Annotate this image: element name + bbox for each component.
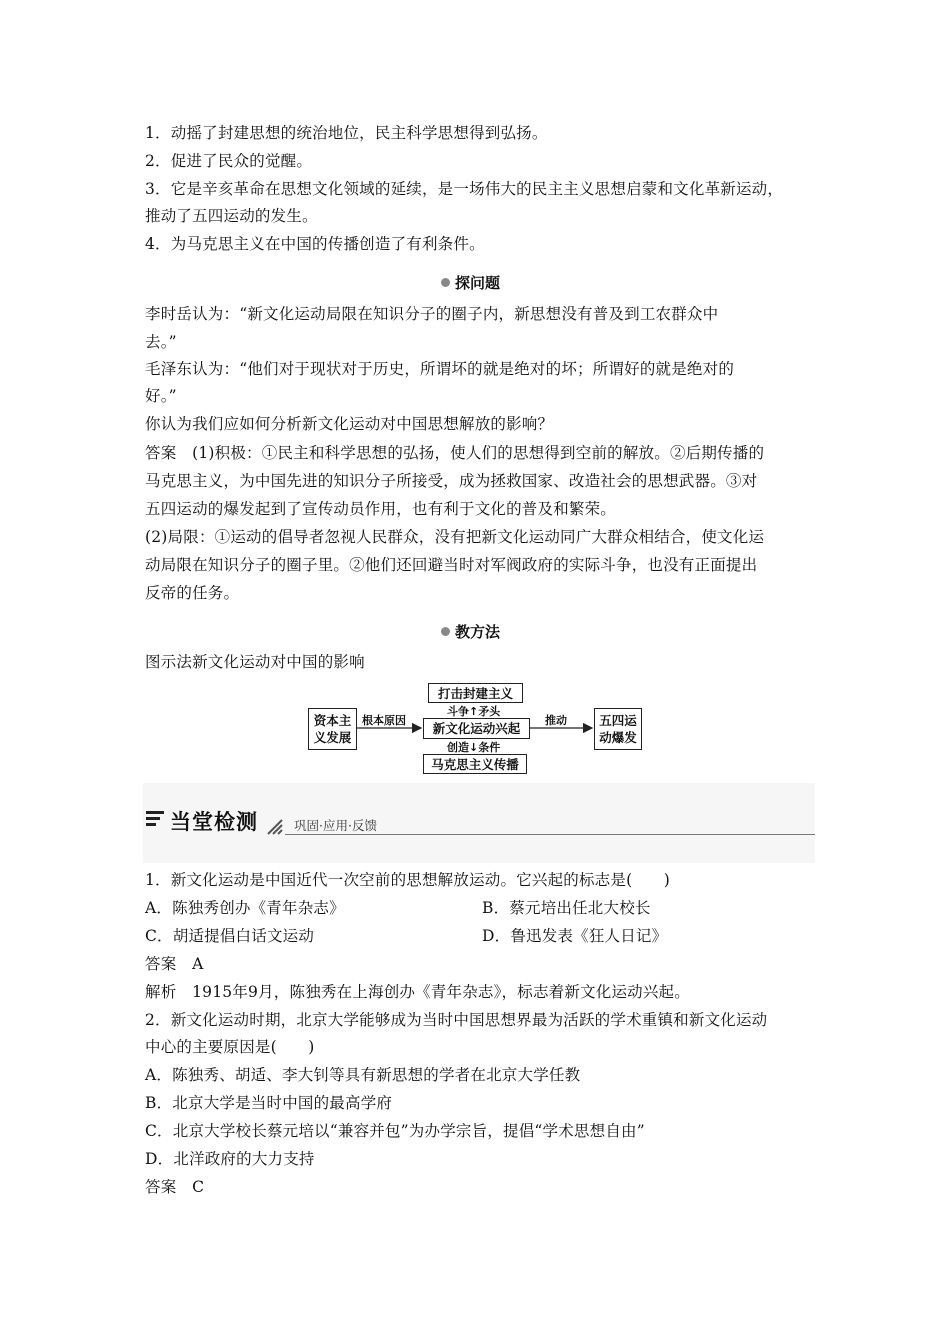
option-b: B．北京大学是当时中国的最高学府 [145,1094,393,1112]
paragraph-line: 毛泽东认为：“他们对于现状对于历史，所谓坏的就是绝对的坏；所谓好的就是绝对的 [145,360,735,378]
option-d: D．鲁迅发表《狂人日记》 [482,927,668,945]
answer-line: 答案 C [145,1178,205,1196]
list-item: 1．动摇了封建思想的统治地位，民主科学思想得到弘扬。 [145,124,548,142]
answer-line: 答案 A [145,955,204,973]
list-item: 2．促进了民众的觉醒。 [145,152,313,170]
diagram-box-marxism-spread: 马克思主义传播 [423,754,527,774]
diagram-box-new-culture-movement: 新文化运动兴起 [423,718,530,739]
answer-line: 动局限在知识分子的圈子里。②他们还回避当时对军阀政府的实际斗争，也没有正面提出 [145,556,758,574]
paragraph-line: 好。” [145,387,177,405]
diagram-label-create: 创造↓条件 [447,741,501,754]
option-c: C．北京大学校长蔡元培以“兼容并包”为办学宗旨，提倡“学术思想自由” [145,1122,645,1140]
option-a: A．陈独秀创办《青年杂志》 [145,899,345,917]
banner-title: 当堂检测 [170,810,258,834]
answer-line: 马克思主义，为中国先进的知识分子所接受，成为拯救国家、改造社会的思想武器。③对 [145,472,758,490]
banner-subtitle: 巩固·应用·反馈 [294,818,377,833]
diagram-label-push: 推动 [545,714,567,727]
box-label: 五四运 动爆发 [599,713,637,745]
paragraph-line: 去。” [145,333,177,351]
list-item: 3．它是辛亥革命在思想文化领域的延续，是一场伟大的民主主义思想启蒙和文化革新运动， [145,180,784,198]
box-label: 资本主 义发展 [313,713,352,745]
option-d: D．北洋政府的大力支持 [145,1150,315,1168]
diagram-box-attack-feudalism: 打击封建主义 [428,683,523,703]
list-item: 4．为马克思主义在中国的传播创造了有利条件。 [145,235,485,253]
option-b: B．蔡元培出任北大校长 [482,899,651,917]
corner-stripes-icon [266,818,286,836]
paragraph-line: 李时岳认为：“新文化运动局限在知识分子的圈子内，新思想没有普及到工农群众中 [145,305,719,323]
question-stem: 2．新文化运动时期，北京大学能够成为当时中国思想界最为活跃的学术重镇和新文化运动 [145,1011,768,1029]
answer-line: 答案 (1)积极：①民主和科学思想的弘扬，使人们的思想得到空前的解放。②后期传播的 [145,444,765,462]
paragraph-line: 你认为我们应如何分析新文化运动对中国思想解放的影响？ [145,415,554,433]
answer-line: 五四运动的爆发起到了宣传动员作用，也有利于文化的普及和繁荣。 [145,500,617,518]
option-c: C．胡适提倡白话文运动 [145,927,315,945]
section-heading-text: 探问题 [455,274,501,292]
option-a: A．陈独秀、胡适、李大钊等具有新思想的学者在北京大学任教 [145,1066,581,1084]
stripes-icon [144,809,168,831]
section-heading-text: 教方法 [455,623,501,641]
diagram-box-capitalism [308,708,357,750]
answer-line: 反帝的任务。 [145,584,240,602]
answer-line: (2)局限：①运动的倡导者忽视人民群众，没有把新文化运动同广大群众相结合，使文化运 [145,528,765,546]
method-intro: 图示法新文化运动对中国的影响 [145,653,365,671]
question-stem: 中心的主要原因是( ) [145,1038,315,1056]
list-item: 推动了五四运动的发生。 [145,207,318,225]
question-stem: 1．新文化运动是中国近代一次空前的思想解放运动。它兴起的标志是( ) [145,871,670,889]
diagram-box-may-fourth [594,708,642,750]
diagram-label-root-cause: 根本原因 [362,714,406,727]
analysis-line: 解析 1915年9月，陈独秀在上海创办《青年杂志》，标志着新文化运动兴起。 [145,983,690,1001]
banner-divider [285,834,815,835]
diagram-label-struggle: 斗争↑矛头 [447,705,501,718]
